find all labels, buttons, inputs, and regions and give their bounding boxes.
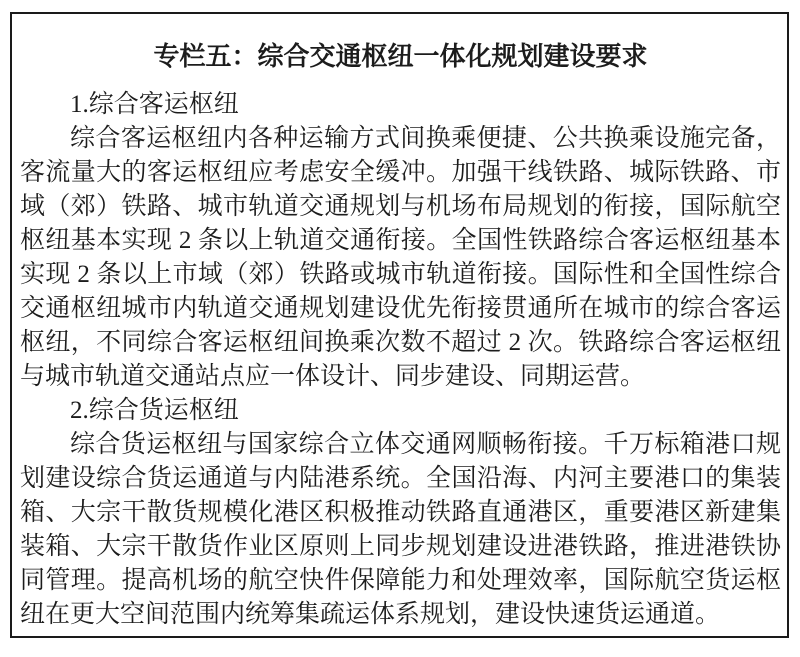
section-paragraph-freight-hub: 综合货运枢纽与国家综合立体交通网顺畅衔接。千万标箱港口规划建设综合货运通道与内陆港系统。全国沿海、内河主要港口的集装箱、大宗干散货规模化港区积极推动铁路直通港区，重要港区新建集装箱、大宗干散货作业区原则上同步规划建设进港铁路，推进港铁协同管理。提高机场的航空快件保障能力和处理效率，国际航空货运枢纽在更大空间范围内统筹集疏运体系规划，建设快速货运通道。 <box>20 431 781 628</box>
section-paragraph-passenger-hub: 综合客运枢纽内各种运输方式间换乘便捷、公共换乘设施完备，客流量大的客运枢纽应考虑安全缓冲。加强干线铁路、城际铁路、市域（郊）铁路、城市轨道交通规划与机场布局规划的衔接，国际航空枢纽基本实现 2 条以上轨道交通衔接。全国性铁路综合客运枢纽基本实现 2 条以上市域（郊）铁路或城市轨道衔接。国际性和全国性综合交通枢纽城市内轨道交通规划建设优先衔接贯通所在城市的综合客运枢纽，不同综合客运枢纽间换乘次数不超过 2 次。铁路综合客运枢纽与城市轨道交通站点应一体设计、同步建设、同期运营。 <box>20 125 781 390</box>
callout-box <box>10 12 789 638</box>
section-heading-passenger-hub: 1.综合客运枢纽 <box>70 91 239 118</box>
section-heading-freight-hub: 2.综合货运枢纽 <box>70 397 239 424</box>
box-title: 专栏五：综合交通枢纽一体化规划建设要求 <box>153 41 648 71</box>
